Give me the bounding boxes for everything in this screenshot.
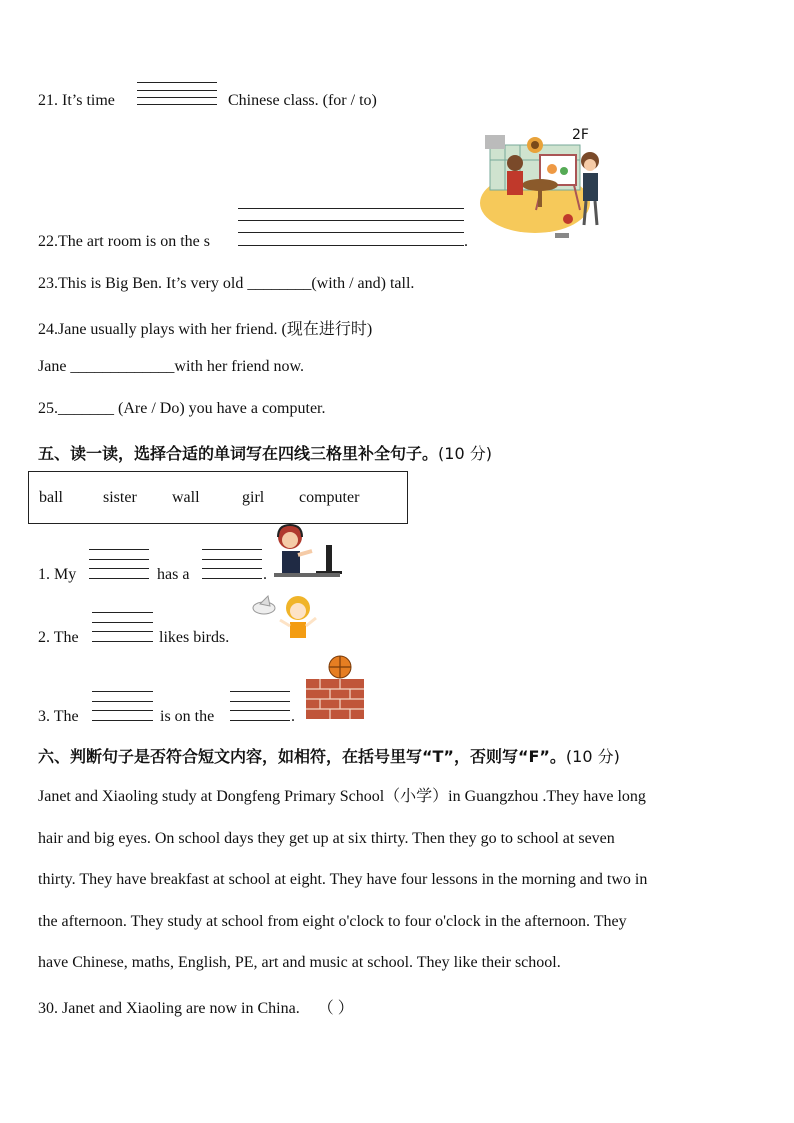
girl-bird-illustration (252, 594, 322, 644)
word-bank-item: sister (103, 489, 137, 506)
s5-item3-blank1[interactable] (92, 691, 153, 721)
s5-item2-blank1[interactable] (92, 612, 153, 642)
q23-text: 23.This is Big Ben. It’s very old ________(with / and) tall. (38, 275, 415, 292)
s5-item2-b: likes birds. (159, 629, 230, 646)
passage-line: the afternoon. They study at school from eight o'clock to four o'clock in the afternoon. They (38, 912, 627, 930)
q30-answer-paren[interactable]: （ ） (317, 1000, 354, 1017)
q21-stem: 21. It’s time (38, 92, 115, 109)
word-bank-item: wall (172, 489, 200, 506)
floor-label: 2F (572, 127, 589, 143)
ball-on-wall-illustration (304, 655, 366, 721)
s5-item1-blank1[interactable] (89, 549, 149, 579)
passage-line: have Chinese, maths, English, PE, art and music at school. They like their school. (38, 954, 561, 972)
s5-item2-a: 2. The (38, 629, 79, 646)
girl-computer-illustration (272, 523, 344, 581)
s5-item1-c: . (263, 566, 267, 583)
art-room-illustration (480, 125, 610, 247)
q25-text: 25._______ (Are / Do) you have a computer. (38, 400, 326, 417)
s5-item3-b: is on the (160, 708, 215, 725)
q22-period: . (464, 233, 468, 250)
q22-answer-lines[interactable] (238, 208, 464, 248)
passage-line: hair and big eyes. On school days they get up at six thirty. Then they go to school at seven (38, 829, 615, 847)
word-bank-box (28, 471, 408, 524)
word-bank-item: ball (39, 489, 63, 506)
s5-item3-a: 3. The (38, 708, 79, 725)
passage (38, 776, 647, 984)
q21-rest: Chinese class. (for / to) (228, 92, 377, 109)
s5-item1-a: 1. My (38, 566, 77, 583)
section5-points: (10 分) (438, 444, 492, 463)
passage-line: Janet and Xiaoling study at Dongfeng Primary School（小学）in Guangzhou .They have long (38, 788, 646, 805)
s5-item3-c: . (291, 708, 295, 725)
s5-item3-blank2[interactable] (230, 691, 290, 721)
q24-line2: Jane _____________with her friend now. (38, 358, 305, 375)
section6-points: (10 分) (565, 747, 620, 766)
section6-heading-text: 六、判断句子是否符合短文内容，如相符，在括号里写“T”，否则写“F”。 (38, 747, 566, 766)
q30-text (38, 995, 354, 1018)
section5-heading-text: 五、读一读，选择合适的单词写在四线三格里补全句子。 (38, 444, 439, 463)
word-bank-item: computer (299, 489, 360, 506)
s5-item1-b: has a (157, 566, 190, 583)
q21-answer-lines[interactable] (137, 82, 217, 106)
s5-item1-blank2[interactable] (202, 549, 262, 579)
section6-heading (38, 744, 620, 767)
section5-heading (38, 441, 492, 464)
q30-stem: 30. Janet and Xiaoling are now in China. (38, 1000, 300, 1017)
q22-stem: 22.The art room is on the s (38, 233, 210, 250)
passage-line: thirty. They have breakfast at school at eight. They have four lessons in the morning and two in (38, 871, 648, 889)
q24-text: 24.Jane usually plays with her friend. (现在进行时) (38, 321, 373, 338)
word-bank-item: girl (242, 489, 265, 506)
